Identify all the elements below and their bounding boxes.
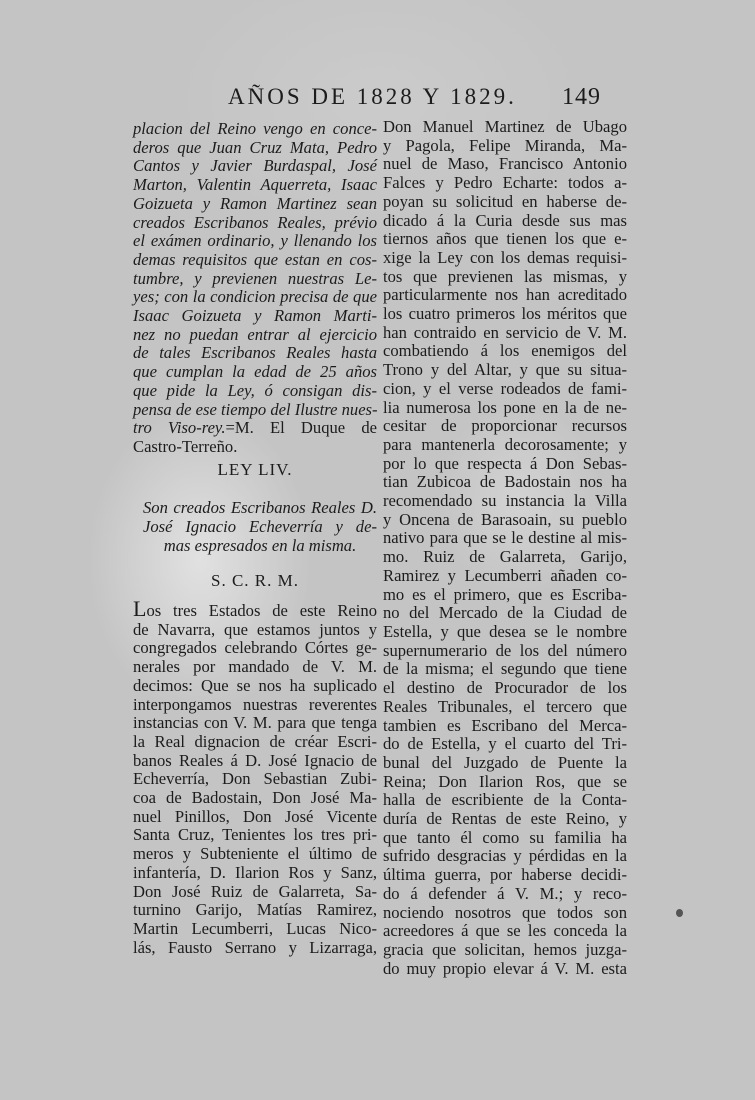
text-line: mo es el primero, que es Escriba- bbox=[383, 584, 627, 604]
text-line bbox=[133, 363, 377, 382]
page-number: 149 bbox=[562, 84, 601, 110]
text-line: recomendado su instancia la Villa bbox=[383, 491, 627, 511]
text-line: lia numerosa los pone en la de ne- bbox=[383, 397, 627, 417]
drop-cap: L bbox=[133, 596, 147, 621]
text-line: decimos: Que se nos ha suplicado bbox=[133, 675, 377, 695]
text-line bbox=[133, 232, 377, 251]
text-line: tos que previenen las mismas, y bbox=[383, 266, 627, 286]
text-line: Ramirez y Lecumberri añaden co- bbox=[383, 565, 627, 585]
text-line: nuel de Maso, Francisco Antonio bbox=[383, 154, 627, 174]
italic-text: Cantos y Javier Burdaspal, José bbox=[133, 156, 377, 176]
running-header: AÑOS DE 1828 Y 1829. bbox=[228, 84, 517, 109]
text-line: cion, y el verse rodeados de fami- bbox=[383, 378, 627, 398]
summary-line: mas espresados en la misma. bbox=[163, 536, 357, 555]
law-title: LEY LIV. bbox=[217, 460, 293, 479]
text-line: coa de Badostain, Don José Ma- bbox=[133, 788, 377, 808]
italic-text: que pide la Ley, ó consigan dis- bbox=[133, 380, 377, 400]
text-line: do á defender á V. M.; y reco- bbox=[383, 883, 627, 903]
italic-text: que cumplan la edad de 25 años bbox=[133, 362, 377, 382]
text-line: por lo que respecta á Don Sebas- bbox=[383, 453, 627, 473]
italic-text: placion del Reino vengo en conce- bbox=[133, 119, 377, 138]
text-line bbox=[133, 382, 377, 401]
italic-text: tro Viso-rey. bbox=[133, 418, 226, 438]
text-line: cesitar de proporcionar recursos bbox=[383, 416, 627, 436]
text-line: no del Mercado de la Ciudad de bbox=[383, 603, 627, 623]
text-line: que tanto él como su familia ha bbox=[383, 827, 627, 847]
text-line bbox=[133, 157, 377, 176]
text-line bbox=[133, 195, 377, 214]
text-line: tian Zubicoa de Badostain nos ha bbox=[383, 472, 627, 492]
text-line: poyan su solicitud en haberse de- bbox=[383, 191, 627, 211]
text-line: do de Estella, y el cuarto del Tri- bbox=[383, 734, 627, 754]
text-line: meros y Subteniente el último de bbox=[133, 844, 377, 864]
summary-line: Son creados Escribanos Reales D. bbox=[143, 498, 377, 517]
text-line bbox=[133, 307, 377, 326]
roman-text: =M. El Duque de bbox=[225, 418, 378, 438]
text-line: bunal del Juzgado de Puente la bbox=[383, 752, 627, 772]
text-line: duría de Rentas de este Reino, y bbox=[383, 809, 627, 829]
law-summary bbox=[143, 498, 377, 555]
right-column bbox=[383, 118, 627, 978]
text-line: han contraido en servicio de V. M. bbox=[383, 322, 627, 342]
text-line: particularmente nos han acreditado bbox=[383, 285, 627, 305]
text-line: dicado á la Curia desde sus mas bbox=[383, 210, 627, 230]
text-line bbox=[133, 401, 377, 420]
text-line: interpongamos nuestras reverentes bbox=[133, 694, 377, 714]
text-line: acreedores á que se les conceda la bbox=[383, 921, 627, 941]
text-line: de Navarra, que estamos juntos y bbox=[133, 619, 377, 639]
text-line bbox=[133, 344, 377, 363]
summary-line: José Ignacio Echeverría y de- bbox=[143, 517, 377, 536]
text-line: gracia que solicitan, hemos juzga- bbox=[383, 939, 627, 959]
text-line: nuel Pinillos, Don José Vicente bbox=[133, 806, 377, 826]
italic-text: de tales Escribanos Reales hasta bbox=[133, 343, 377, 363]
text-line: Don Manuel Martinez de Ubago bbox=[383, 117, 627, 136]
text-line: instancias con V. M. para que tenga bbox=[133, 713, 377, 733]
text-line: para mantenerla decorosamente; y bbox=[383, 434, 627, 454]
text-line bbox=[133, 139, 377, 158]
text-line: la Real dignacion de créar Escri- bbox=[133, 731, 377, 751]
text-line: xige la Ley con los demas requisi- bbox=[383, 247, 627, 267]
text-line: de la misma; el segundo que tiene bbox=[383, 659, 627, 679]
left-column-intro bbox=[133, 120, 377, 457]
salutation: S. C. R. M. bbox=[211, 571, 299, 590]
italic-text: el exámen ordinario, y llenando los bbox=[133, 231, 377, 251]
text-line: Echeverría, Don Sebastian Zubi- bbox=[133, 769, 377, 789]
text-line: supernumerario de los del número bbox=[383, 640, 627, 660]
text-line bbox=[133, 438, 377, 457]
text-line: lás, Fausto Serrano y Lizarraga, bbox=[133, 937, 377, 957]
text-line bbox=[133, 419, 377, 438]
text-line bbox=[133, 288, 377, 307]
text-line: Reina; Don Ilarion Ros, que se bbox=[383, 771, 627, 791]
text-line: Martin Lecumberri, Lucas Nico- bbox=[133, 918, 377, 938]
text-line: turnino Garijo, Matías Ramirez, bbox=[133, 900, 377, 920]
text-line: nativo para que se le destine al mis- bbox=[383, 528, 627, 548]
text-line bbox=[133, 251, 377, 270]
first-line-text: os tres Estados de este Reino bbox=[146, 601, 377, 620]
ink-spot bbox=[676, 909, 683, 917]
text-line: nociendo nosotros que todos son bbox=[383, 902, 627, 922]
text-line: y Oncena de Barasoain, su pueblo bbox=[383, 509, 627, 529]
text-line: banos Reales á D. José Ignacio de bbox=[133, 750, 377, 770]
body-first-line bbox=[133, 596, 377, 621]
italic-text: nez no puedan entrar al ejercicio bbox=[133, 324, 377, 344]
text-line bbox=[133, 176, 377, 195]
text-line: congregados celebrando Córtes ge- bbox=[133, 638, 377, 658]
text-line bbox=[133, 214, 377, 233]
text-line bbox=[133, 270, 377, 289]
text-line: última guerra, por haberse decidi- bbox=[383, 865, 627, 885]
text-line: Don José Ruiz de Galarreta, Sa- bbox=[133, 881, 377, 901]
text-line: halla de escribiente de la Conta- bbox=[383, 790, 627, 810]
italic-text: yes; con la condicion precisa de que bbox=[133, 287, 377, 307]
text-line: combatiendo á los enemigos del bbox=[383, 341, 627, 361]
text-line: Santa Cruz, Tenientes los tres pri- bbox=[133, 825, 377, 845]
italic-text: Isaac Goizueta y Ramon Marti- bbox=[133, 306, 377, 326]
text-line: Falces y Pedro Echarte: todos a- bbox=[383, 173, 627, 193]
italic-text: Marton, Valentin Aquerreta, Isaac bbox=[133, 175, 377, 195]
italic-text: deros que Juan Cruz Mata, Pedro bbox=[133, 137, 377, 157]
text-line: y Pagola, Felipe Miranda, Ma- bbox=[383, 135, 627, 155]
text-line: Trono y del Altar, y que su situa- bbox=[383, 360, 627, 380]
text-line: do muy propio elevar á V. M. esta bbox=[383, 958, 627, 978]
italic-text: pensa de ese tiempo del Ilustre nues- bbox=[133, 399, 378, 419]
roman-text: Castro-Terreño. bbox=[133, 436, 238, 456]
text-line: Estella, y que desea se le nombre bbox=[383, 621, 627, 641]
text-line: tambien es Escribano del Merca- bbox=[383, 715, 627, 735]
text-line: mo. Ruiz de Galarreta, Garijo, bbox=[383, 547, 627, 567]
text-line: nerales por mandado de V. M. bbox=[133, 657, 377, 677]
text-line: los cuatro primeros los méritos que bbox=[383, 304, 627, 324]
text-line: sufrido desgracias y pérdidas en la bbox=[383, 846, 627, 866]
italic-text: creados Escribanos Reales, prévio bbox=[133, 212, 377, 232]
text-line bbox=[133, 120, 377, 139]
text-line: Reales Tribunales, el tercero que bbox=[383, 696, 627, 716]
italic-text: Goizueta y Ramon Martinez sean bbox=[133, 193, 377, 213]
text-line: tiernos años que tienen los que e- bbox=[383, 229, 627, 249]
text-line bbox=[133, 326, 377, 345]
text-line: infantería, D. Ilarion Ros y Sanz, bbox=[133, 862, 377, 882]
text-line: el destino de Procurador de los bbox=[383, 678, 627, 698]
italic-text: demas requisitos que estan en cos- bbox=[133, 249, 377, 269]
left-column-body bbox=[133, 596, 377, 957]
italic-text: tumbre, y previenen nuestras Le- bbox=[133, 268, 377, 288]
